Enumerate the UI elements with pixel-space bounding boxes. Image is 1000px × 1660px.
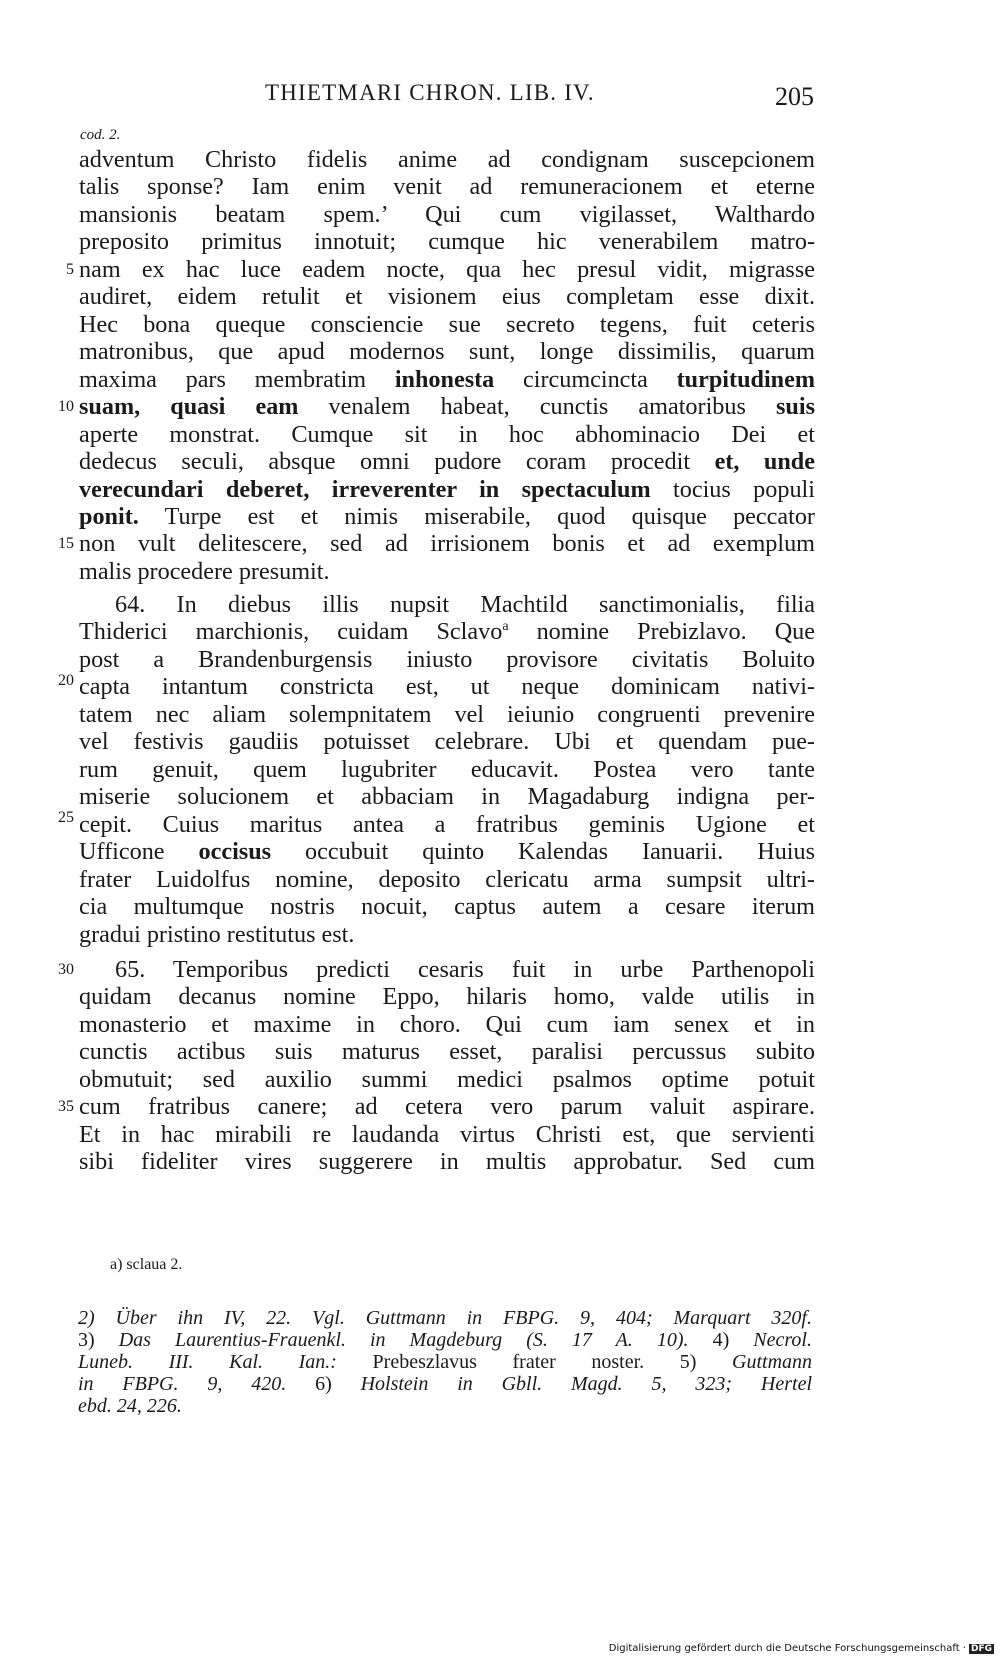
text-line: aperte monstrat. Cumque sit in hoc abhominacio Dei et [79, 421, 815, 448]
text-run: venalem habeat, cunctis amatoribus [328, 393, 746, 420]
text-line [79, 365, 815, 395]
text-run: occubuit quinto Kalendas Ianuarii. Huius [305, 838, 816, 865]
text-line [79, 392, 815, 422]
footnote-line [78, 1372, 812, 1396]
text-line: cum fratribus canere; ad cetera vero parum valuit aspirare. [79, 1093, 815, 1120]
line-number: 20 [58, 672, 74, 689]
footnote-line: ebd. 24, 226. [78, 1395, 182, 1417]
text-line: monasterio et maxime in choro. Qui cum iam senex et in [79, 1011, 815, 1038]
funding-text: Digitalisierung gefördert durch die Deutsche Forschungsgemeinschaft · [608, 1643, 966, 1654]
note-number: 5) [679, 1351, 733, 1373]
bold-text: occisus [198, 838, 272, 865]
dfg-logo: DFG [970, 1644, 992, 1654]
text-line [79, 475, 815, 505]
line-number: 30 [58, 961, 74, 978]
footnote-marker: a [502, 618, 509, 634]
text-line: Hec bona queque consciencie sue secreto tegens, fuit ceteris [79, 311, 815, 338]
text-run: tocius populi [673, 476, 815, 503]
bold-text: turpitudinem [676, 366, 816, 393]
footnote-line [78, 1350, 812, 1374]
note-text: Necrol. [753, 1329, 812, 1351]
bold-text: ponit. [79, 503, 139, 530]
text-run: Ufficone [79, 838, 165, 865]
line-number: 10 [58, 398, 74, 415]
bold-text: verecundari deberet, irreverenter in spectaculum [79, 476, 651, 503]
note-text: Holstein in Gbll. Magd. 5, 323; [360, 1373, 733, 1395]
note-number: 4) [712, 1329, 754, 1351]
text-line: adventum Christo fidelis anime ad condignam suscepcionem [79, 146, 815, 173]
text-line: quidam decanus nomine Eppo, hilaris homo, valde utilis in [79, 983, 815, 1010]
text-line: rum genuit, quem lugubriter educavit. Postea vero tante [79, 756, 815, 783]
bold-text: inhonesta [394, 366, 495, 393]
page-number: 205 [775, 82, 814, 111]
text-run: dedecus seculi, absque omni pudore coram procedit [79, 448, 691, 475]
text-line: post a Brandenburgensis iniusto provisore civitatis Boluito [79, 646, 815, 673]
note-text: in FBPG. 9, 420. [78, 1373, 287, 1395]
critical-apparatus: a) sclaua 2. [110, 1256, 183, 1273]
text-line: vel festivis gaudiis potuisset celebrare. Ubi et quendam pue- [79, 728, 815, 755]
text-line [79, 502, 815, 532]
line-number: 5 [66, 261, 74, 278]
text-line: non vult delitescere, sed ad irrisionem bonis et ad exemplum [79, 530, 815, 557]
note-number: 3) [78, 1329, 119, 1351]
note-text: Prebeszlavus frater noster. [372, 1351, 645, 1373]
text-line [79, 837, 815, 867]
text-line [79, 447, 815, 477]
running-title: THIETMARI CHRON. LIB. IV. [265, 80, 595, 105]
line-number: 15 [58, 535, 74, 552]
bold-text: suis [776, 393, 815, 420]
text-line: matronibus, que apud modernos sunt, longe dissimilis, quarum [79, 338, 815, 365]
note-text: Das Laurentius-Frauenkl. in Magdeburg (S. 17 A. 10). [118, 1329, 689, 1351]
text-line: mansionis beatam spem.’ Qui cum vigilasset, Walthardo [79, 201, 815, 228]
text-run: circumcincta [522, 366, 648, 393]
text-line: miserie solucionem et abbaciam in Magadaburg indigna per- [79, 783, 815, 810]
footnote-line: 2) Über ihn IV, 22. Vgl. Guttmann in FBPG. 9, 404; Marquart 320f. [78, 1307, 812, 1329]
text-run: maxima pars membratim [79, 366, 367, 393]
funding-notice [609, 1643, 994, 1654]
text-line: gradui pristino restitutus est. [79, 921, 355, 948]
bold-text: suam, quasi eam [79, 393, 299, 420]
text-line: obmutuit; sed auxilio summi medici psalmos optime potuit [79, 1066, 815, 1093]
text-line: Et in hac mirabili re laudanda virtus Christi est, que servienti [79, 1121, 815, 1148]
running-head [80, 80, 820, 114]
text-line: talis sponse? Iam enim venit ad remuneracionem et eterne [79, 173, 815, 200]
text-run: Thiderici marchionis, cuidam Sclavo [79, 618, 503, 645]
footnote-line [78, 1328, 812, 1352]
text-line: preposito primitus innotuit; cumque hic venerabilem matro- [79, 228, 815, 255]
text-line: frater Luidolfus nomine, deposito clericatu arma sumpsit ultri- [79, 866, 815, 893]
text-run: nomine Prebizlavo. Que [536, 618, 815, 645]
note-number: 6) [315, 1373, 361, 1395]
chapter-64-start: 64. In diebus illis nupsit Machtild sanctimonialis, filia [115, 591, 815, 618]
text-line: tatem nec aliam solempnitatem vel ieiunio congruenti prevenire [79, 701, 815, 728]
text-line: cepit. Cuius maritus antea a fratribus geminis Ugione et [79, 811, 815, 838]
line-number: 25 [58, 809, 74, 826]
line-number: 35 [58, 1098, 74, 1115]
text-line: cunctis actibus suis maturus esset, paralisi percussus subito [79, 1038, 815, 1065]
text-run: Turpe est et nimis miserabile, quod quisque peccator [164, 503, 815, 530]
note-text: Guttmann [732, 1351, 813, 1373]
bold-text: et, unde [714, 448, 815, 475]
text-line: sibi fideliter vires suggerere in multis approbatur. Sed cum [79, 1148, 815, 1175]
manuscript-siglum: cod. 2. [80, 127, 121, 143]
text-line: capta intantum constricta est, ut neque dominicam nativi- [79, 673, 815, 700]
text-line: malis procedere presumit. [79, 558, 330, 585]
note-text: Hertel [760, 1373, 812, 1395]
chapter-65-start: 65. Temporibus predicti cesaris fuit in urbe Parthenopoli [115, 956, 815, 983]
note-text: Luneb. III. Kal. Ian.: [78, 1351, 337, 1373]
text-line: audiret, eidem retulit et visionem eius completam esse dixit. [79, 283, 815, 310]
text-line: nam ex hac luce eadem nocte, qua hec presul vidit, migrasse [79, 256, 815, 283]
text-line: cia multumque nostris nocuit, captus autem a cesare iterum [79, 893, 815, 920]
text-line [79, 617, 815, 647]
